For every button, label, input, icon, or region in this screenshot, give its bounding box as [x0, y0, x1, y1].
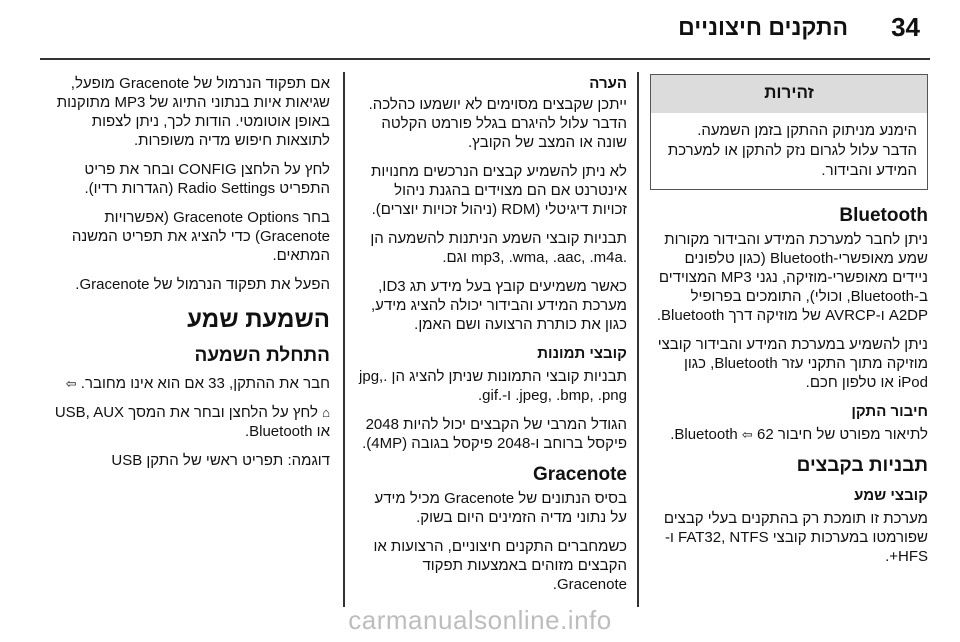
note-paragraph-2: לא ניתן להשמיע קבצים הנרכשים מחנויות אינטרנט אם הם מצוידים בהגנת ניהול זכויות דיגיטלי (RDM (ניהול זכויות יוצרים).: [371, 163, 627, 218]
column-divider-right: [637, 72, 639, 607]
column-divider-left: [343, 72, 345, 607]
caution-title: זהירות: [651, 75, 927, 113]
connect-device-heading: חיבור התקן: [851, 403, 928, 420]
audio-formats-paragraph-1: תבניות קובצי השמע הניתנות להשמעה הן .mp3, .wma, .aac, .m4a וגם.: [370, 230, 627, 266]
playback-paragraph-1-text: חבר את ההתקן, 33 אם הוא אינו מחובר.: [80, 375, 330, 392]
gracenote-paragraph-2: כשמחברים התקנים חיצוניים, הרצועות או הקבצים מזוהים באמצעות תפקוד Gracenote.: [373, 538, 627, 593]
gracenote-paragraph-3: אם תפקוד הנרמול של Gracenote מופעל, שגיאות איות בנתוני התיוג של MP3 מתוקנות באופן אוטומטי. הודות לכך, ניתן לצפות לתוצאות חיפוש מדיה משופרות.: [56, 75, 330, 149]
image-files-paragraph-1: תבניות קובצי התמונות שניתן להציג הן .jpg, .jpeg, .bmp, .png ו-.gif.: [359, 368, 627, 404]
audio-files-heading: קובצי שמע: [854, 487, 928, 504]
playback-heading: השמעת שמע: [187, 306, 330, 333]
gracenote-heading: Gracenote: [533, 464, 627, 485]
page-number: 34: [891, 12, 920, 42]
column-right: [650, 74, 928, 576]
chapter-title: התקנים חיצוניים: [678, 14, 848, 40]
bluetooth-heading: Bluetooth: [839, 205, 928, 226]
watermark: carmanualsonline.info: [348, 605, 612, 635]
home-icon: ⌂: [322, 405, 330, 420]
note-title: הערה: [589, 75, 627, 92]
connect-device-description: לתיאור מפורט של חיבור Bluetooth: [674, 426, 928, 443]
playback-paragraph-3: דוגמה: תפריט ראשי של התקן USB: [111, 452, 330, 469]
playback-paragraph-2-text: לחץ על הלחצן ובחר את המסך USB, AUX או Bluetooth.: [54, 404, 330, 440]
caution-box: [650, 74, 928, 190]
image-files-paragraph-2: הגודל המרבי של הקבצים יכול להיות 2048 פיקסל ברוחב ו-2048 פיקסל בגובה (4MP).: [362, 416, 627, 452]
audio-files-text: מערכת זו תומכת רק בהתקנים בעלי קבצים שפורמטו במערכות קובצי FAT32, NTFS ו-HFS+.: [663, 510, 928, 565]
image-files-heading: קובצי תמונות: [537, 345, 627, 362]
gracenote-paragraph-5: בחר Gracenote Options (אפשרויות Gracenote) כדי להציג את תפריט המשנה המתאים.: [71, 209, 330, 264]
bluetooth-paragraph-1: ניתן לחבר למערכת המידע והבידור מקורות שמע מאופשרי-Bluetooth (כגון טלפונים ניידים מאופשרי-מוזיקה, נגני MP3 המצוידים ב-Bluetooth, וכולי), התומכים בפרופיל A2DP ו-AVRCP של מוזיקה דרך Bluetooth.: [656, 231, 928, 324]
page-reference-arrow-icon: ⇦: [741, 427, 753, 442]
gracenote-paragraph-1: בסיס הנתונים של Gracenote מכיל מידע על נתוני מדיה הזמינים היום בשוק.: [374, 490, 627, 526]
start-playback-heading: התחלת השמעה: [194, 345, 330, 366]
page-header: [0, 0, 960, 56]
page-reference-arrow-icon: ⇦: [65, 376, 77, 391]
connect-device-page-ref: 62: [757, 426, 774, 443]
header-divider: [40, 58, 930, 60]
note-paragraph-1: ייתכן שקבצים מסוימים לא יושמעו כהלכה. הדבר עלול להיגרם בגלל פורמט הקלטה שונה או המצב של הקובץ.: [368, 96, 627, 151]
playback-paragraph-1: [40, 374, 330, 393]
file-formats-heading: תבניות בקבצים: [796, 455, 928, 476]
column-left: [40, 74, 330, 480]
gracenote-paragraph-6: הפעל את תפקוד הנרמול של Gracenote.: [75, 276, 330, 293]
playback-paragraph-2: [40, 403, 330, 441]
bluetooth-paragraph-2: ניתן להשמיע במערכת המידע והבידור קובצי מוזיקה מתוך התקני עזר Bluetooth, כגון iPod או טלפון חכם.: [657, 336, 928, 391]
gracenote-paragraph-4: לחץ על הלחצן CONFIG ובחר את פריט התפריט Radio Settings (הגדרות רדיו).: [84, 161, 330, 197]
caution-text: הימנע מניתוק ההתקן בזמן השמעה. הדבר עלול לגרום נזק להתקן או למערכת המידע והבידור.: [667, 122, 917, 179]
column-middle: [357, 74, 627, 604]
audio-formats-paragraph-2: כאשר משמיעים קובץ בעל מידע תג ID3, מערכת המידע והבידור יכולה להציג מידע, כגון את כותרת הרצועה ושם האמן.: [371, 278, 627, 333]
connect-device-text: לתיאור מפורט של חיבור Bluetooth ⇦ 62.: [670, 426, 928, 443]
